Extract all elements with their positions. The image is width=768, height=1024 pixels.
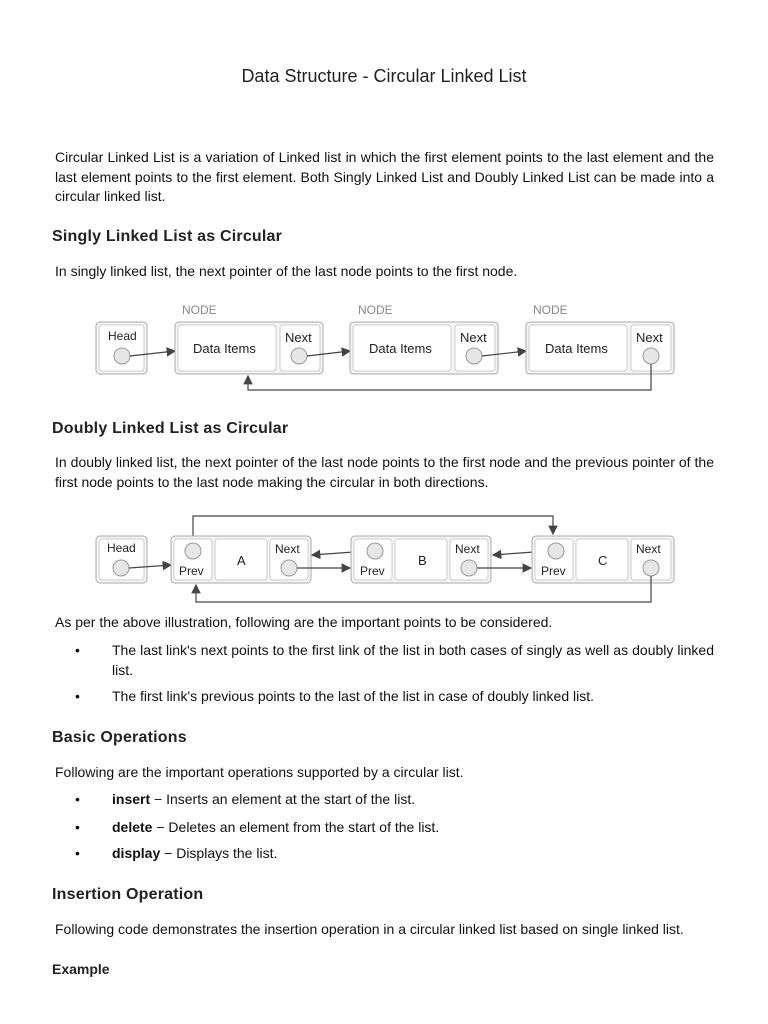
doubly-node-b (351, 536, 491, 583)
points-list (55, 641, 714, 707)
singly-heading: Singly Linked List as Circular (52, 228, 283, 245)
node-value: C (598, 553, 608, 568)
doubly-node-a (171, 536, 311, 583)
operations-list (55, 790, 714, 864)
example-heading: Example (52, 961, 110, 977)
singly-text: In singly linked list, the next pointer of the last node points to the first node. (55, 263, 518, 279)
basic-ops-text: Following are the important operations supported by a circular list. (55, 764, 464, 780)
list-item: • delete − Deletes an element from the start of the list. (75, 818, 440, 835)
prev-label: Prev (360, 564, 385, 578)
node-value: A (237, 553, 246, 568)
list-item: • The first link's previous points to the last of the list in case of doubly linked list. (75, 688, 595, 704)
list-item: • insert − Inserts an element at the start of the list. (75, 791, 416, 807)
prev-label: Prev (541, 564, 566, 578)
next-pointer (281, 560, 297, 576)
next-label: Next (636, 542, 661, 556)
list-item: • The last link's next points to the first link of the list in both cases of singly as well as doubly linked list. (75, 642, 714, 678)
node-value: B (418, 553, 427, 568)
head-label: Head (107, 541, 136, 555)
node-caption: NODE (533, 303, 568, 317)
basic-ops-heading: Basic Operations (52, 729, 187, 746)
insertion-text: Following code demonstrates the insertion operation in a circular linked list based on single linked list. (55, 921, 684, 937)
prev-label: Prev (179, 564, 204, 578)
intro-paragraph: Circular Linked List is a variation of Linked list in which the first element points to the last element and the last element points to the first element. Both Singly Linked List and Doubly Linked List can be made into a circular linked list. (55, 149, 714, 204)
insertion-heading: Insertion Operation (52, 886, 204, 903)
head-pointer (113, 560, 129, 576)
list-item: • display − Displays the list. (75, 845, 278, 861)
next-label: Next (285, 330, 312, 345)
doubly-heading: Doubly Linked List as Circular (52, 420, 289, 437)
prev-pointer (367, 543, 383, 559)
next-label: Next (460, 330, 487, 345)
prev-pointer (185, 543, 201, 559)
node-caption: NODE (182, 303, 217, 317)
data-items-label: Data Items (545, 341, 608, 356)
next-pointer (643, 560, 659, 576)
next-label: Next (455, 542, 480, 556)
data-items-label: Data Items (369, 341, 432, 356)
next-pointer (461, 560, 477, 576)
head-label: Head (108, 329, 137, 343)
next-label: Next (636, 330, 663, 345)
points-intro: As per the above illustration, following are the important points to be considered. (55, 614, 553, 630)
prev-pointer (548, 543, 564, 559)
page-title: Data Structure - Circular Linked List (241, 66, 527, 86)
doubly-text: In doubly linked list, the next pointer of the last node points to the first node and the previous pointer of the first node points to the last node making the circular in both directions. (55, 454, 714, 490)
data-items-label: Data Items (193, 341, 256, 356)
node-caption: NODE (358, 303, 393, 317)
next-label: Next (275, 542, 300, 556)
head-box (96, 536, 147, 583)
doubly-node-c (532, 536, 674, 583)
